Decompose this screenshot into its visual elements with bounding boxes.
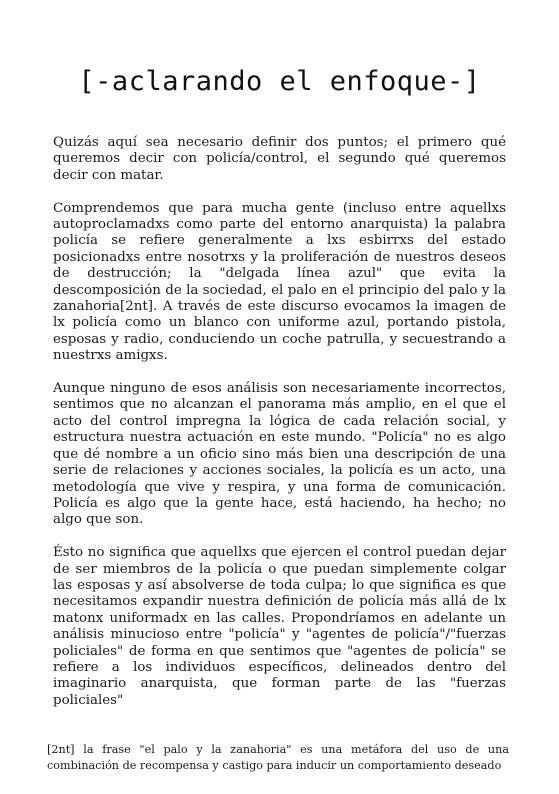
paragraph-3: Aunque ninguno de esos análisis son necesariamente incorrectos, sentimos que no alcanzan el panorama más amplio, en el que el acto del control impregna la lógica de cada relación social, y estructura nuestra actuación en este mundo. "Policía" no es algo que dé nombre a un oficio sino más bien una descripción de una serie de relaciones y acciones sociales, la policía es un acto, una metodología que vive y respira, y una forma de comunicación. Policía es algo que la gente hace, está haciendo, ha hecho; no algo que son. xyxy=(53,381,506,528)
paragraph-4: Ésto no significa que aquellxs que ejercen el control puedan dejar de ser miembros de la policía o que puedan simplemente colgar las esposas y así absolverse de toda culpa; lo que significa es que necesitamos expandir nuestra definición de policía más allá de lx matonx uniformadx en las calles. Propondríamos en adelante un análisis minucioso entre "policía" y "agentes de policía"/"fuerzas policiales" de forma en que sentimos que "agentes de policía" se refiere a los individuos específicos, delineados dentro del imaginario anarquista, que forman parte de las "fuerzas policiales" xyxy=(53,545,506,708)
body-text xyxy=(53,135,506,726)
paragraph-2: Comprendemos que para mucha gente (incluso entre aquellxs autoproclamadxs como parte del entorno anarquista) la palabra policía se refiere generalmente a lxs esbirrxs del estado posicionadxs entre nosotrxs y la proliferación de nuestros deseos de destrucción; la "delgada línea azul" que evita la descomposición de la sociedad, el palo en el principio del palo y la zanahoria[2nt]. A través de este discurso evocamos la imagen de lx policía como un blanco con uniforme azul, portando pistola, esposas y radio, conduciendo un coche patrulla, y secuestrando a nuestrxs amigxs. xyxy=(53,200,506,364)
footnote: [2nt] la frase "el palo y la zanahoria" es una metáfora del uso de una combinación de recompensa y castigo para inducir un comportamiento deseado xyxy=(47,743,509,772)
page-title: [-aclarando el enfoque-] xyxy=(78,66,481,97)
paragraph-1: Quizás aquí sea necesario definir dos puntos; el primero qué queremos decir con policía/control, el segundo qué queremos decir con matar. xyxy=(53,135,506,183)
